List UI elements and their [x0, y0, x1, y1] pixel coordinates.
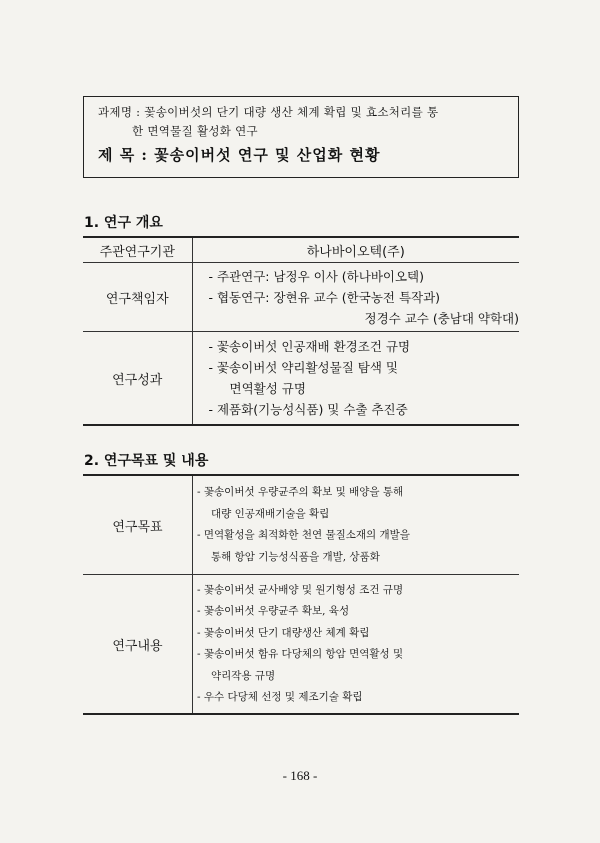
list-item: 약리작용 규명	[211, 669, 276, 682]
section1-title: 1. 연구 개요	[84, 215, 163, 231]
list-item: 면역활성 규명	[229, 381, 306, 396]
row-label-goals: 연구목표	[83, 475, 193, 575]
table-row	[83, 263, 519, 332]
row-label-contents: 연구내용	[83, 575, 193, 715]
list-item: - 꽃송이버섯 우량균주 확보, 육성	[197, 605, 350, 617]
list-item: - 우수 다당체 선정 및 제조기술 확립	[197, 691, 363, 703]
overview-table	[83, 236, 519, 426]
list-item: - 꽃송이버섯 약리활성물질 탐색 및	[208, 360, 398, 375]
list-item: - 꽃송이버섯 우량균주의 확보 및 배양을 통해	[197, 486, 404, 498]
row-label-researcher: 연구책임자	[83, 263, 192, 332]
row-content-results	[192, 332, 519, 426]
header-value-cell: 하나바이오텍(주)	[192, 237, 519, 263]
list-item: - 협동연구: 장현유 교수 (한국농전 특작과)	[208, 289, 441, 305]
table-row	[83, 237, 519, 263]
project-name-line1: 과제명 : 꽃송이버섯의 단기 대량 생산 체계 확립 및 효소처리를 통	[98, 105, 439, 119]
row-content-contents	[193, 575, 520, 715]
table-row	[83, 332, 519, 426]
goals-table	[83, 474, 519, 715]
list-item: 정경수 교수 (충남대 약학대)	[364, 310, 519, 326]
row-content-goals	[193, 475, 520, 575]
table-row	[83, 575, 519, 715]
list-item: - 꽃송이버섯 인공재배 환경조건 규명	[208, 339, 411, 354]
row-content-researcher	[192, 263, 519, 332]
document-title: 제 목 : 꽃송이버섯 연구 및 산업화 현황	[98, 146, 381, 164]
table-row	[83, 475, 519, 575]
list-item: 대량 인공재배기술을 확립	[211, 507, 330, 520]
list-item: - 꽃송이버섯 함유 다당체의 항암 면역활성 및	[197, 648, 404, 660]
list-item: - 면역활성을 최적화한 천연 물질소재의 개발을	[197, 529, 410, 541]
project-name-line2: 한 면역물질 활성화 연구	[132, 124, 258, 138]
row-label-results: 연구성과	[83, 332, 192, 426]
list-item: - 꽃송이버섯 단기 대량생산 체계 확립	[197, 626, 370, 639]
header-label-cell: 주관연구기관	[83, 237, 192, 263]
list-item: - 주관연구: 남정우 이사 (하나바이오텍)	[208, 268, 424, 284]
page-number: - 168 -	[282, 768, 318, 783]
list-item: - 제품화(기능성식품) 및 수출 추진중	[208, 402, 408, 417]
section2-title: 2. 연구목표 및 내용	[84, 453, 209, 469]
list-item: - 꽃송이버섯 균사배양 및 원기형성 조건 규명	[197, 583, 404, 596]
list-item: 통해 항암 기능성식품을 개발, 상품화	[211, 550, 380, 563]
project-header-box	[83, 96, 519, 178]
